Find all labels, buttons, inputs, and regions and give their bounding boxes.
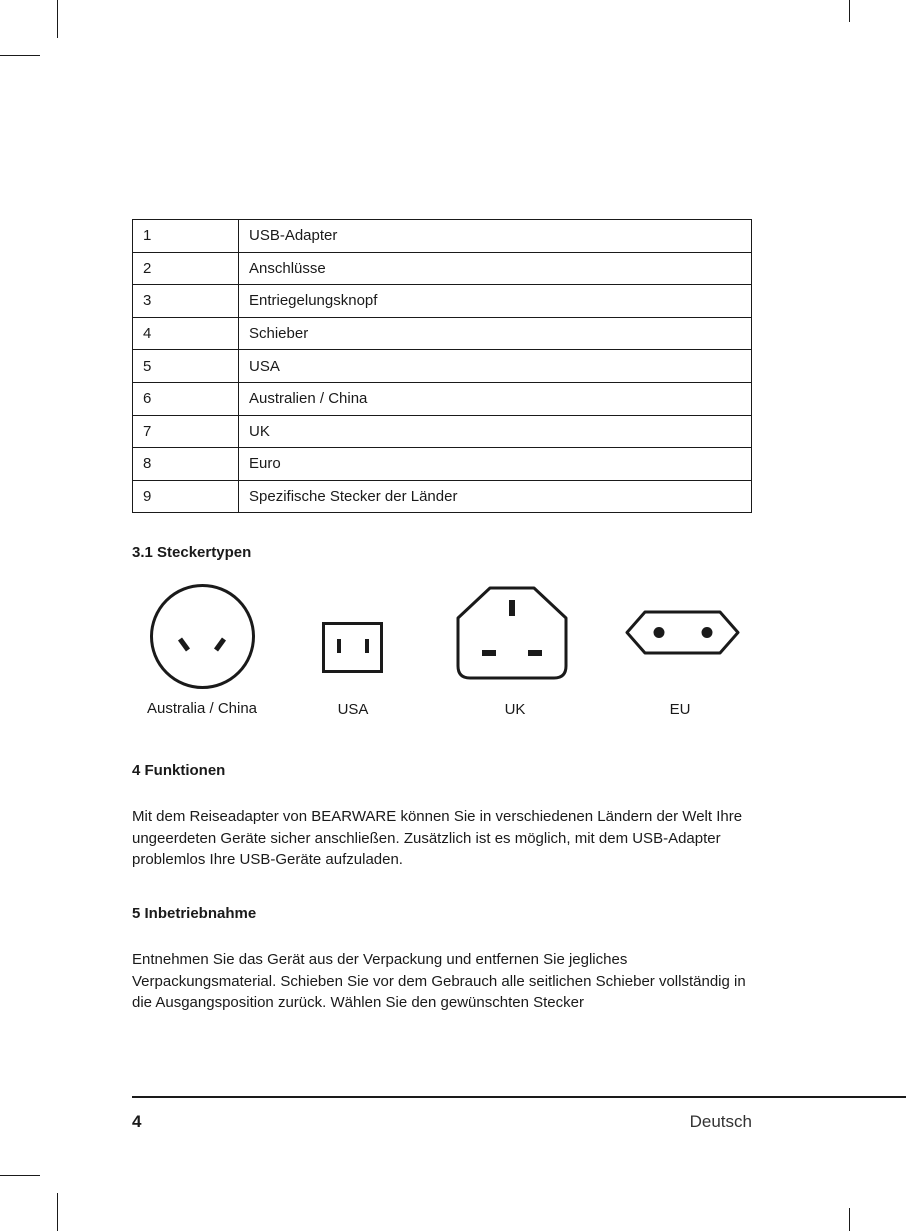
start-paragraph: Entnehmen Sie das Gerät aus der Verpackung und entfernen Sie jegliches Verpackungsmaterial. Schieben Sie vor dem Gebrauch alle seitlichen Schieber vollständig in die Ausgangsposition zurück. Wählen Sie den gewünschten Stecker xyxy=(132,951,746,1011)
crop-mark-top-left-v xyxy=(57,0,58,38)
table-row xyxy=(133,317,752,350)
plug-label-australia: Australia / China xyxy=(146,700,258,717)
footer-rule xyxy=(132,1096,906,1098)
part-label: Australien / China xyxy=(239,382,752,415)
section-heading-plug-types: 3.1 Steckertypen xyxy=(132,544,252,561)
table-row xyxy=(133,285,752,318)
page-number: 4 xyxy=(132,1112,142,1131)
part-label: Schieber xyxy=(239,317,752,350)
australia-plug-icon xyxy=(149,583,256,690)
part-number: 1 xyxy=(133,220,239,253)
part-number: 3 xyxy=(133,285,239,318)
part-number: 4 xyxy=(133,317,239,350)
usa-plug-icon xyxy=(322,622,384,674)
eu-plug-icon xyxy=(625,610,740,655)
crop-mark-bottom-left-v xyxy=(57,1193,58,1231)
crop-mark-bottom-left-h xyxy=(0,1175,40,1176)
plug-label-eu: EU xyxy=(669,701,691,718)
table-row xyxy=(133,252,752,285)
table-row xyxy=(133,415,752,448)
section-heading-start: 5 Inbetriebnahme xyxy=(132,905,257,922)
part-label: USA xyxy=(239,350,752,383)
part-number: 2 xyxy=(133,252,239,285)
uk-plug-icon xyxy=(456,586,568,681)
part-label: USB-Adapter xyxy=(239,220,752,253)
table-row xyxy=(133,382,752,415)
part-number: 9 xyxy=(133,480,239,513)
crop-mark-top-right-v xyxy=(849,0,850,22)
part-number: 8 xyxy=(133,448,239,481)
table-row xyxy=(133,448,752,481)
part-number: 7 xyxy=(133,415,239,448)
crop-mark-top-left-h xyxy=(0,55,40,56)
part-label: Spezifische Stecker der Länder xyxy=(239,480,752,513)
plug-label-uk: UK xyxy=(504,701,526,718)
part-label: UK xyxy=(239,415,752,448)
part-number: 5 xyxy=(133,350,239,383)
part-label: Euro xyxy=(239,448,752,481)
crop-mark-bottom-right-v xyxy=(849,1208,850,1231)
footer-language: Deutsch xyxy=(689,1112,752,1131)
section-heading-functions: 4 Funktionen xyxy=(132,762,226,779)
parts-table xyxy=(132,219,752,513)
plug-label-usa: USA xyxy=(337,701,369,718)
table-row xyxy=(133,350,752,383)
table-row xyxy=(133,220,752,253)
part-label: Anschlüsse xyxy=(239,252,752,285)
part-label: Entriegelungsknopf xyxy=(239,285,752,318)
functions-paragraph: Mit dem Reiseadapter von BEARWARE können Sie in verschiedenen Ländern der Welt Ihre ungeerdeten Geräte sicher anschließen. Zusätzlich ist es möglich, mit dem USB-Adapter problemlos Ihre USB-Geräte aufzuladen. xyxy=(132,808,743,868)
table-row xyxy=(133,480,752,513)
part-number: 6 xyxy=(133,382,239,415)
